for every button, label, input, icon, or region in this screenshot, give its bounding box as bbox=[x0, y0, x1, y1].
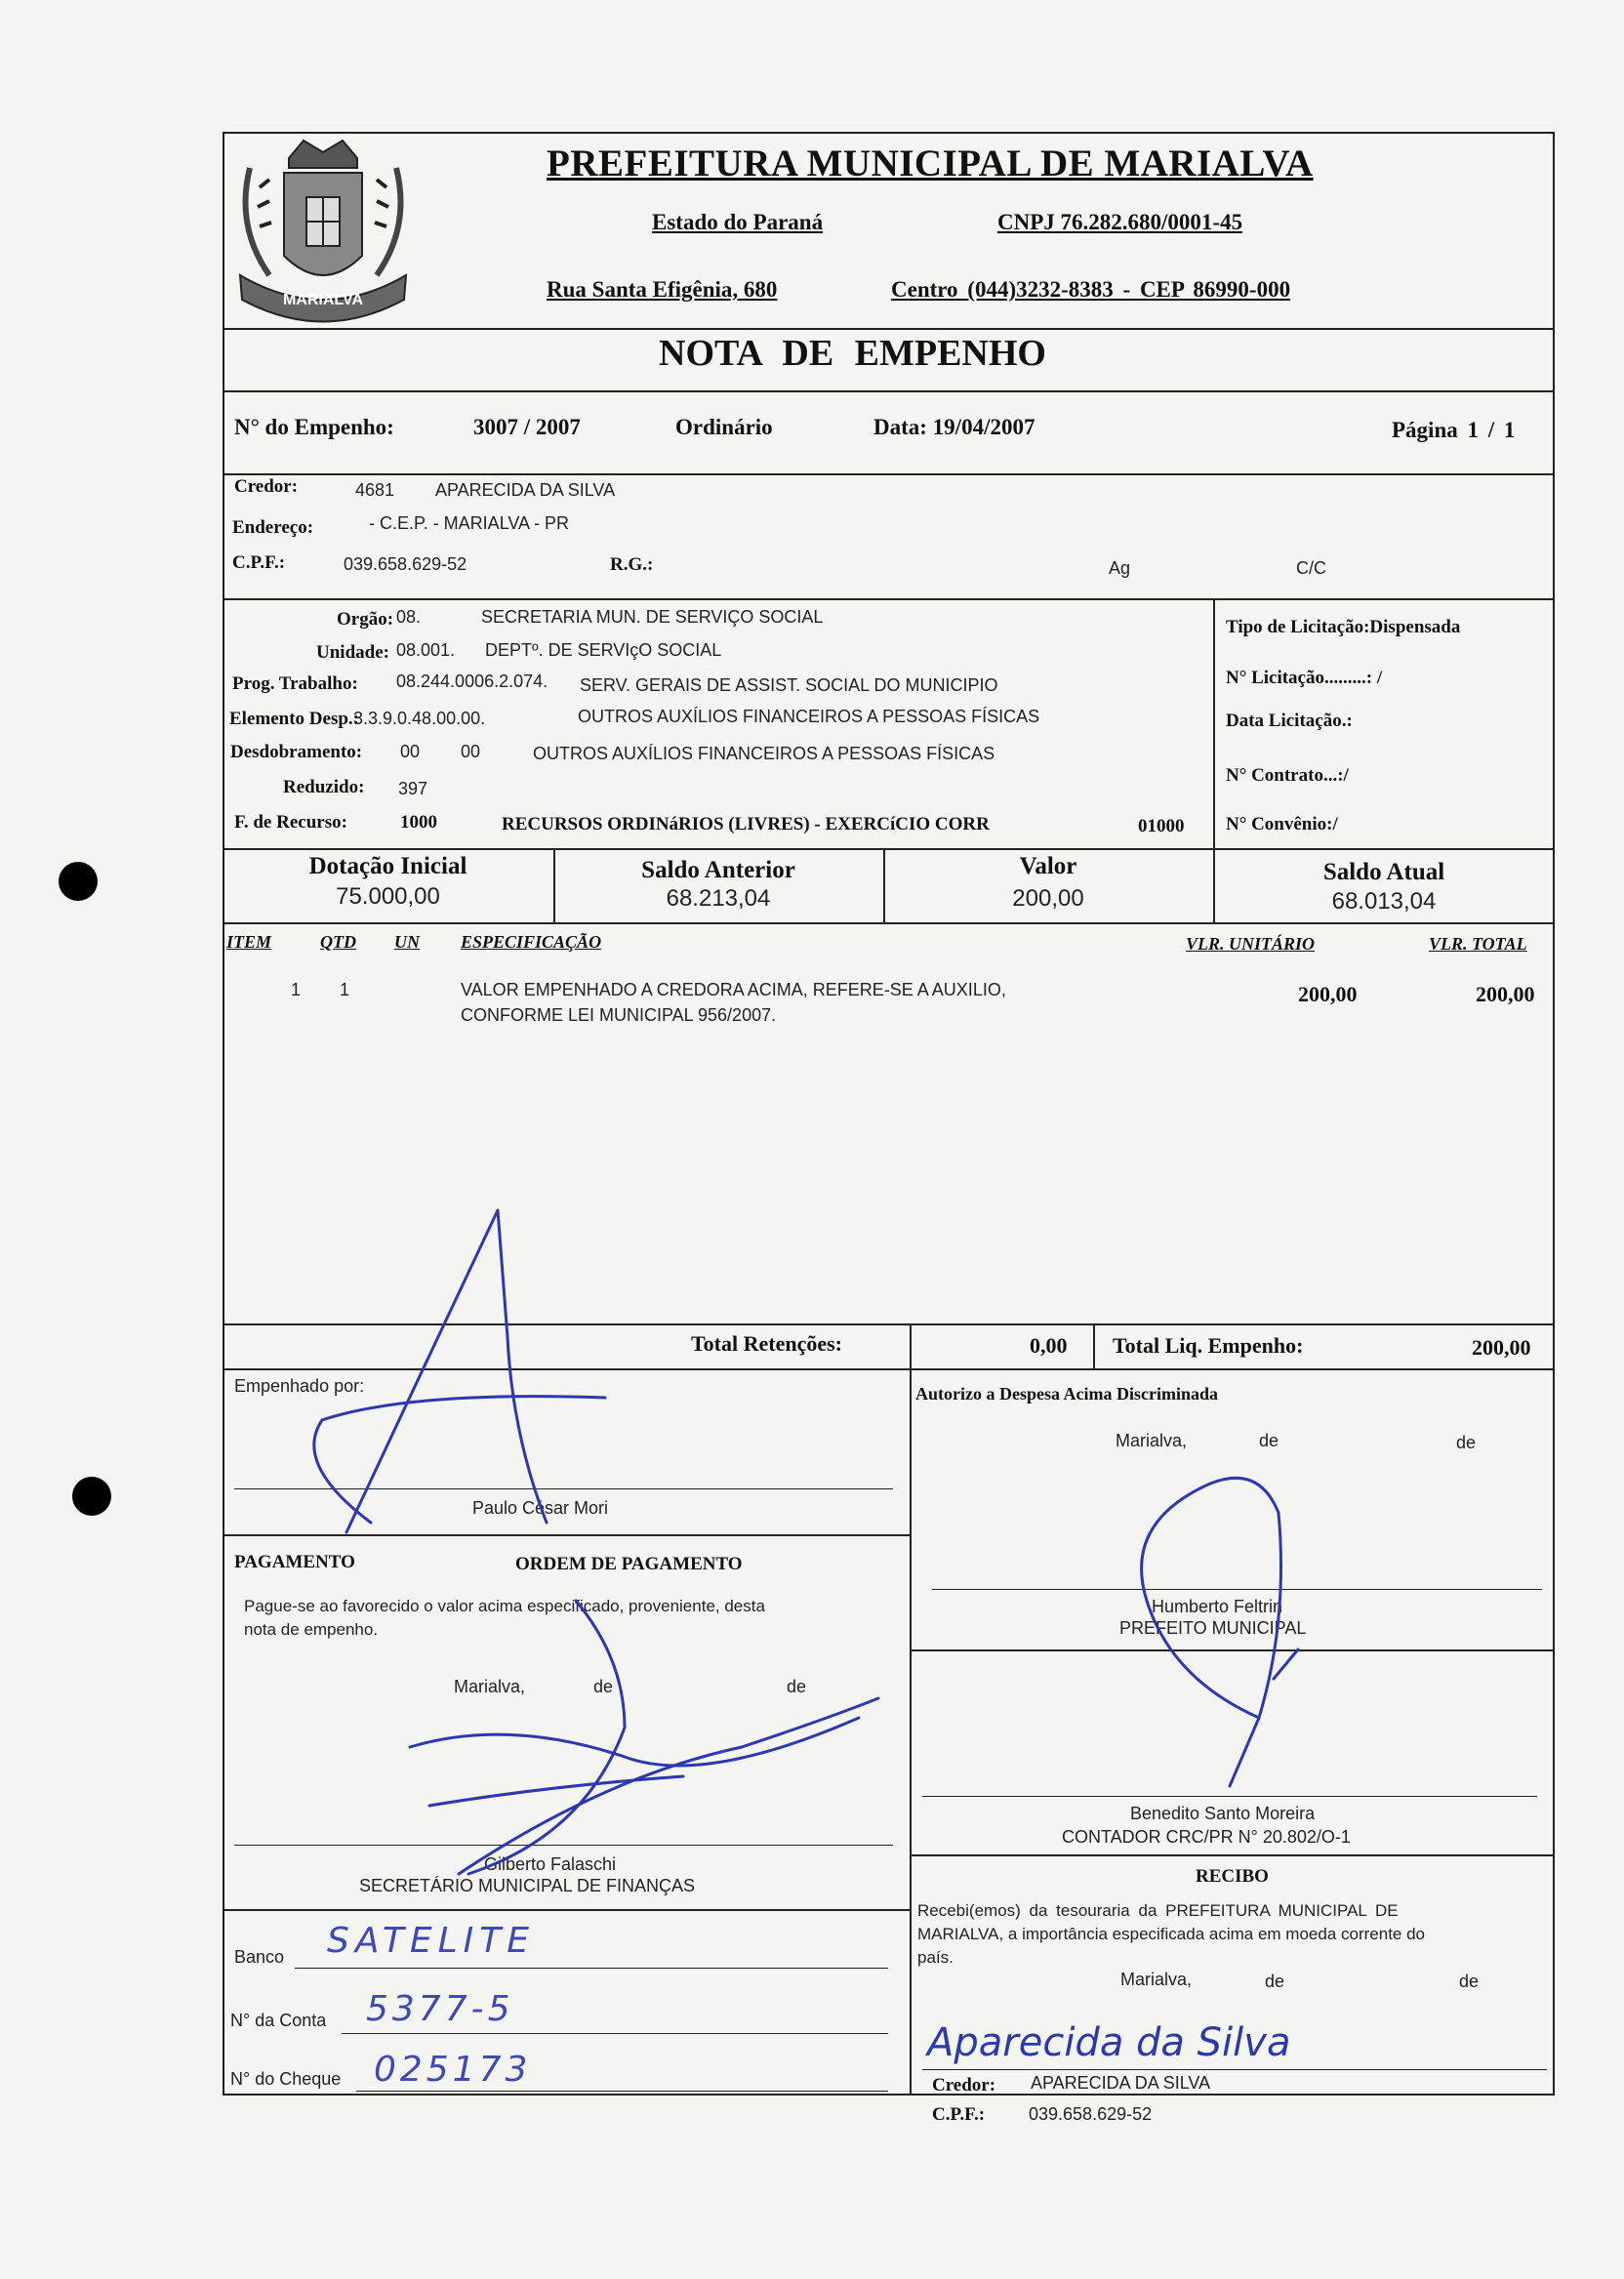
banco-label: Banco bbox=[234, 1947, 285, 1967]
recibo-de1: de bbox=[1265, 1972, 1285, 1991]
credor-label: Credor: bbox=[234, 476, 299, 497]
recibo-text-2: MARIALVA, a importância especificada acima em moeda corrente do bbox=[917, 1925, 1426, 1943]
desdobramento: OUTROS AUXÍLIOS FINANCEIROS A PESSOAS FÍSICAS bbox=[533, 744, 995, 763]
pagamento-name: Gilberto Falaschi bbox=[484, 1854, 617, 1874]
credor-code: 4681 bbox=[355, 480, 395, 500]
licitacao-tipo: Tipo de Licitação:Dispensada bbox=[1226, 617, 1461, 637]
col-item: ITEM bbox=[226, 932, 272, 952]
empenho-num-label: N° do Empenho: bbox=[234, 415, 394, 439]
address-label: Endereço: bbox=[232, 517, 314, 538]
pagamento-label: PAGAMENTO bbox=[234, 1552, 355, 1572]
col-un: UN bbox=[394, 932, 420, 952]
prog: SERV. GERAIS DE ASSIST. SOCIAL DO MUNICIPIO bbox=[580, 675, 998, 695]
fonte-num: 01000 bbox=[1138, 816, 1185, 836]
credor-address: - C.E.P. - MARIALVA - PR bbox=[369, 513, 570, 533]
rg-label: R.G.: bbox=[610, 554, 654, 575]
page-title: PREFEITURA MUNICIPAL DE MARIALVA bbox=[547, 142, 1314, 184]
contador-role: CONTADOR CRC/PR N° 20.802/O-1 bbox=[1062, 1827, 1351, 1847]
pagamento-text-1: Pague-se ao favorecido o valor acima especificado, proveniente, desta bbox=[244, 1597, 765, 1615]
contrato: N° Contrato...:/ bbox=[1226, 765, 1349, 786]
retencoes: 0,00 bbox=[1030, 1333, 1068, 1358]
header-address-rest: Centro (044)3232-8383 - CEP 86990-000 bbox=[891, 277, 1291, 302]
header-cnpj: CNPJ 76.282.680/0001-45 bbox=[997, 210, 1243, 234]
elemento: OUTROS AUXÍLIOS FINANCEIROS A PESSOAS FÍSICAS bbox=[578, 707, 1040, 726]
balance-label: Saldo Anterior bbox=[641, 857, 795, 883]
unidade-label: Unidade: bbox=[316, 642, 389, 663]
pagamento-role: SECRETÁRIO MUNICIPAL DE FINANÇAS bbox=[359, 1876, 696, 1895]
pagamento-place: Marialva, bbox=[454, 1677, 526, 1696]
page-number: Página 1 / 1 bbox=[1392, 418, 1516, 442]
ag-label: Ag bbox=[1109, 558, 1131, 578]
pagamento-de2: de bbox=[787, 1677, 807, 1696]
credor-cpf: 039.658.629-52 bbox=[344, 554, 467, 574]
conta-label: N° da Conta bbox=[230, 2011, 327, 2030]
seal-text: MARIALVA bbox=[282, 292, 364, 308]
col-unit: VLR. UNITÁRIO bbox=[1186, 934, 1316, 954]
balance-label: Valor bbox=[1019, 853, 1077, 879]
credor-name: APARECIDA DA SILVA bbox=[435, 480, 616, 500]
empenhado-label: Empenhado por: bbox=[234, 1376, 365, 1396]
balance-value: 75.000,00 bbox=[336, 883, 440, 910]
desdobramento-code-2: 00 bbox=[461, 742, 481, 761]
balance-label: Dotação Inicial bbox=[308, 853, 467, 879]
recibo-de2: de bbox=[1459, 1972, 1480, 1991]
conta-handwriting: 5377-5 bbox=[366, 1989, 514, 2029]
autorizo-de2: de bbox=[1456, 1433, 1477, 1452]
pagamento-text-2: nota de empenho. bbox=[244, 1620, 379, 1639]
item-spec-line2: CONFORME LEI MUNICIPAL 956/2007. bbox=[461, 1005, 777, 1025]
recibo-title: RECIBO bbox=[1196, 1866, 1269, 1887]
col-qtd: QTD bbox=[320, 932, 356, 952]
autorizo-place: Marialva, bbox=[1116, 1431, 1188, 1450]
orgao-code: 08. bbox=[396, 607, 422, 627]
item-unit: 200,00 bbox=[1298, 982, 1358, 1006]
recibo-text-3: país. bbox=[917, 1948, 954, 1967]
cheque-label: N° do Cheque bbox=[230, 2069, 342, 2089]
recibo-credor: APARECIDA DA SILVA bbox=[1031, 2073, 1211, 2093]
cc-label: C/C bbox=[1296, 558, 1326, 578]
desdobramento-code-1: 00 bbox=[400, 742, 421, 761]
cpf-label: C.P.F.: bbox=[232, 552, 286, 573]
autorizo-name: Humberto Feltrin bbox=[1152, 1597, 1283, 1616]
reduzido: 397 bbox=[398, 779, 428, 798]
doc-title: NOTA DE EMPENHO bbox=[659, 333, 1046, 374]
balance-label: Saldo Atual bbox=[1322, 859, 1445, 885]
item-qtd: 1 bbox=[340, 980, 350, 999]
header-address: Rua Santa Efigênia, 680 bbox=[547, 277, 778, 302]
autorizo-role: PREFEITO MUNICIPAL bbox=[1119, 1618, 1307, 1638]
header-state: Estado do Paraná bbox=[652, 210, 824, 234]
item-total: 200,00 bbox=[1476, 982, 1535, 1006]
contador-name: Benedito Santo Moreira bbox=[1130, 1804, 1316, 1823]
recibo-cpf: 039.658.629-52 bbox=[1029, 2104, 1153, 2124]
recibo-place: Marialva, bbox=[1120, 1970, 1193, 1989]
prog-label: Prog. Trabalho: bbox=[232, 673, 358, 694]
empenho-type: Ordinário bbox=[675, 415, 773, 439]
recibo-credor-label: Credor: bbox=[932, 2075, 996, 2096]
recibo-cpf-label: C.P.F.: bbox=[932, 2104, 986, 2125]
total-liq: 200,00 bbox=[1472, 1335, 1531, 1360]
unidade: DEPTº. DE SERVIçO SOCIAL bbox=[485, 640, 722, 660]
fonte-label: F. de Recurso: bbox=[234, 812, 347, 833]
unidade-code: 08.001. bbox=[396, 640, 456, 660]
licitacao-num: N° Licitação.........: / bbox=[1226, 668, 1383, 688]
item-spec-line1: VALOR EMPENHADO A CREDORA ACIMA, REFERE-SE A AUXILIO, bbox=[461, 980, 1006, 999]
item-num: 1 bbox=[291, 980, 302, 999]
pagamento-de1: de bbox=[593, 1677, 614, 1696]
balance-value: 68.213,04 bbox=[666, 885, 771, 912]
desdobramento-label: Desdobramento: bbox=[230, 742, 363, 762]
orgao: SECRETARIA MUN. DE SERVIÇO SOCIAL bbox=[481, 607, 824, 627]
empenho-num: 3007 / 2007 bbox=[473, 415, 581, 439]
banco-handwriting: SATELITE bbox=[327, 1921, 536, 1961]
fonte-code: 1000 bbox=[400, 812, 437, 833]
balance-value: 68.013,04 bbox=[1331, 888, 1437, 915]
prog-code: 08.244.0006.2.074. bbox=[396, 671, 548, 691]
cheque-handwriting: 025173 bbox=[374, 2050, 532, 2090]
reduzido-label: Reduzido: bbox=[283, 777, 365, 797]
recibo-text-1: Recebi(emos) da tesouraria da PREFEITURA MUNICIPAL DE bbox=[917, 1901, 1399, 1920]
credor-signature: Aparecida da Silva bbox=[927, 2020, 1291, 2065]
autorizo-de1: de bbox=[1259, 1431, 1279, 1450]
retencoes-label: Total Retenções: bbox=[691, 1331, 842, 1356]
orgao-label: Orgão: bbox=[337, 609, 394, 630]
elemento-code: 3.3.9.0.48.00.00. bbox=[353, 709, 486, 728]
fonte: RECURSOS ORDINáRIOS (LIVRES) - EXERCíCIO CORR bbox=[502, 814, 990, 834]
empenho-date: Data: 19/04/2007 bbox=[873, 415, 1035, 439]
col-total: VLR. TOTAL bbox=[1429, 934, 1527, 954]
elemento-label: Elemento Desp.: bbox=[229, 709, 359, 729]
ordem-label: ORDEM DE PAGAMENTO bbox=[515, 1554, 743, 1574]
autorizo-title: Autorizo a Despesa Acima Discriminada bbox=[915, 1384, 1218, 1404]
col-spec: ESPECIFICAÇÃO bbox=[461, 932, 602, 952]
convenio: N° Convênio:/ bbox=[1226, 814, 1338, 834]
balance-value: 200,00 bbox=[1012, 885, 1084, 912]
empenhado-name: Paulo César Mori bbox=[472, 1498, 609, 1518]
licitacao-data: Data Licitação.: bbox=[1226, 711, 1353, 731]
total-liq-label: Total Liq. Empenho: bbox=[1113, 1333, 1304, 1358]
